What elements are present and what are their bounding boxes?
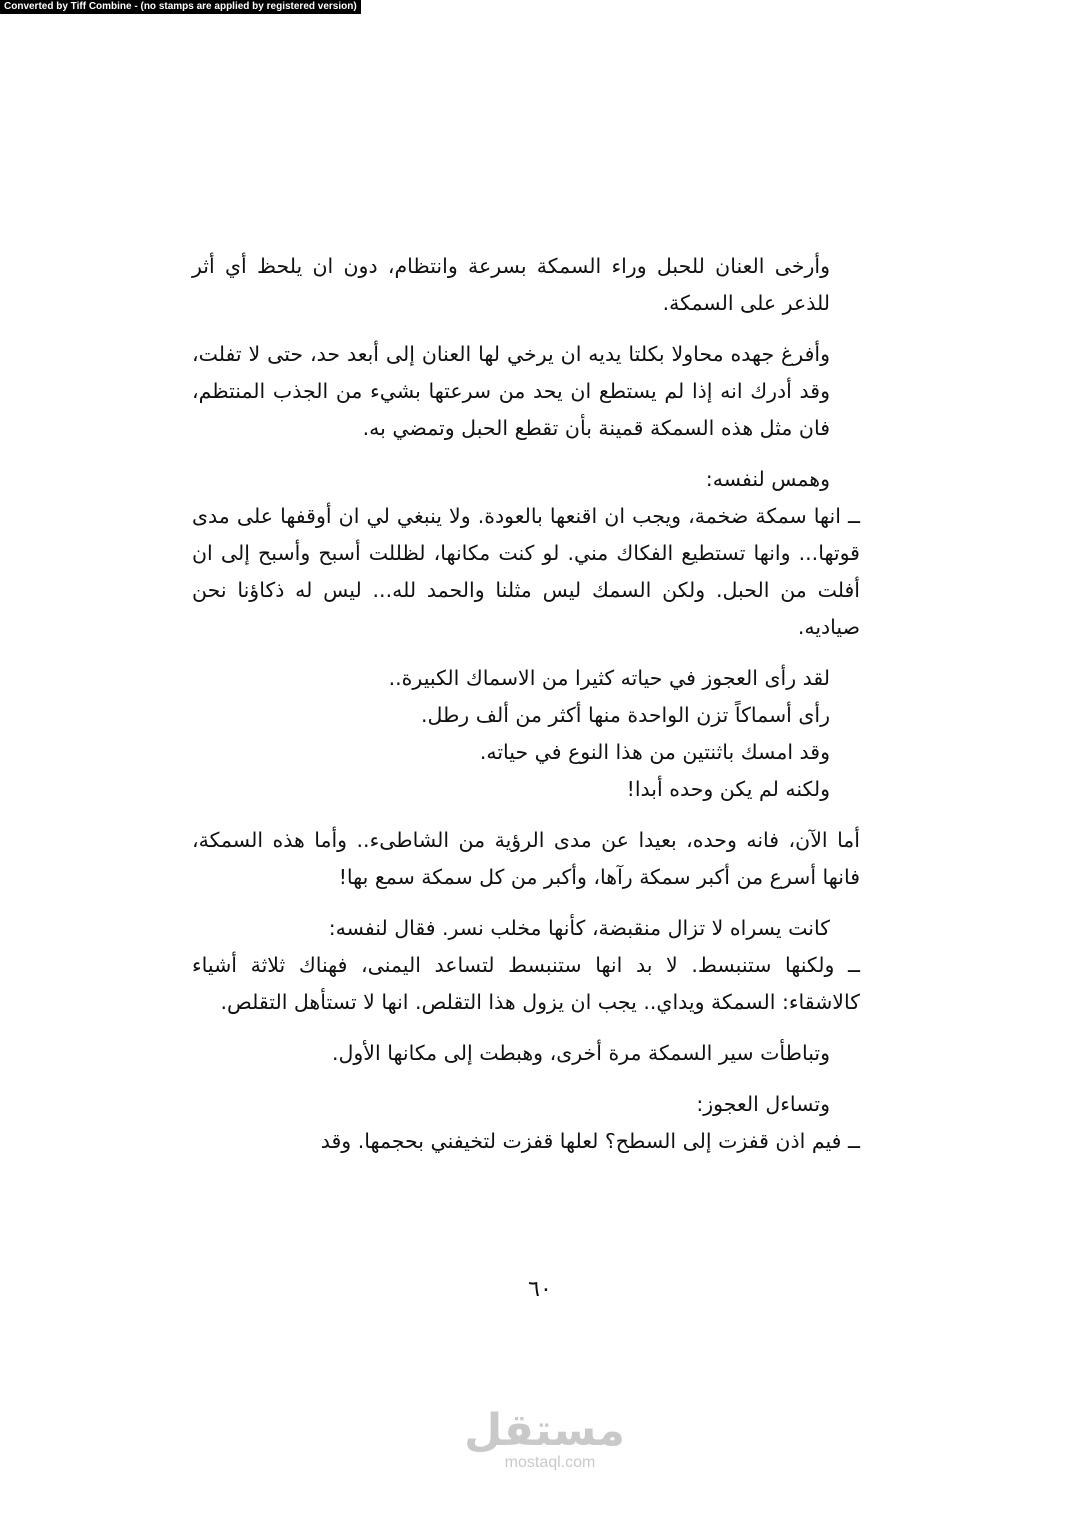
paragraph-10: ــ فيم اذن قفزت إلى السطح؟ لعلها قفزت لتخيفني بحجمها. وقد — [320, 1129, 860, 1153]
paragraph-4: ــ انها سمكة ضخمة، ويجب ان اقنعها بالعودة. ولا ينبغي لي ان أوقفها على مدى قوتها... وانها تستطيع الفكاك مني. لو كنت مكانها، لظللت أسبح وأسبح إلى ان أفلت من الحبل. ولكن السمك ليس مثلنا والحمد لله... ليس له ذكاؤنا نحن صياديه. — [192, 504, 860, 639]
paragraph-3: وهمس لنفسه: — [705, 467, 830, 491]
converter-banner: Converted by Tiff Combine - (no stamps are applied by registered version) — [0, 0, 361, 14]
paragraph-7: ــ ولكنها ستنبسط. لا بد انها ستنبسط لتساعد اليمنى، فهناك ثلاثة أشياء كالاشقاء: السمكة ويداي.. يجب ان يزول هذا التقلص. انها لا تستأهل التقلص. — [192, 953, 860, 1014]
paragraph-2: وأفرغ جهده محاولا بكلتا يديه ان يرخي لها العنان إلى أبعد حد، حتى لا تفلت، وقد أدرك انه إذا لم يستطع ان يحد من سرعتها بشيء من الجذب المنتظم، فان مثل هذه السمكة قمينة بأن تقطع الحبل وتمضي به. — [192, 342, 830, 440]
watermark-logo — [464, 1405, 625, 1472]
verse-line-1: لقد رأى العجوز في حياته كثيرا من الاسماك الكبيرة.. — [388, 666, 830, 690]
paragraph-8: وتباطأت سير السمكة مرة أخرى، وهبطت إلى مكانها الأول. — [332, 1041, 830, 1065]
page-number: ٦٠ — [528, 1277, 552, 1302]
watermark-latin: mostaql.com — [504, 1454, 596, 1471]
paragraph-9: وتساءل العجوز: — [696, 1092, 830, 1116]
verse-line-3: وقد امسك باثنتين من هذا النوع في حياته. — [479, 740, 830, 764]
page-text — [192, 248, 860, 1160]
watermark-arabic: مستقل — [464, 1405, 625, 1456]
verse-line-4: ولكنه لم يكن وحده أبدا! — [626, 777, 830, 801]
paragraph-1: وأرخى العنان للحبل وراء السمكة بسرعة وانتظام، دون ان يلحظ أي أثر للذعر على السمكة. — [192, 254, 830, 315]
verse-line-2: رأى أسماكاً تزن الواحدة منها أكثر من ألف رطل. — [420, 703, 830, 727]
paragraph-5: أما الآن، فانه وحده، بعيدا عن مدى الرؤية من الشاطىء.. وأما هذه السمكة، فانها أسرع من أكبر سمكة رآها، وأكبر من كل سمكة سمع بها! — [192, 828, 860, 889]
paragraph-6: كانت يسراه لا تزال منقبضة، كأنها مخلب نسر. فقال لنفسه: — [328, 916, 830, 940]
